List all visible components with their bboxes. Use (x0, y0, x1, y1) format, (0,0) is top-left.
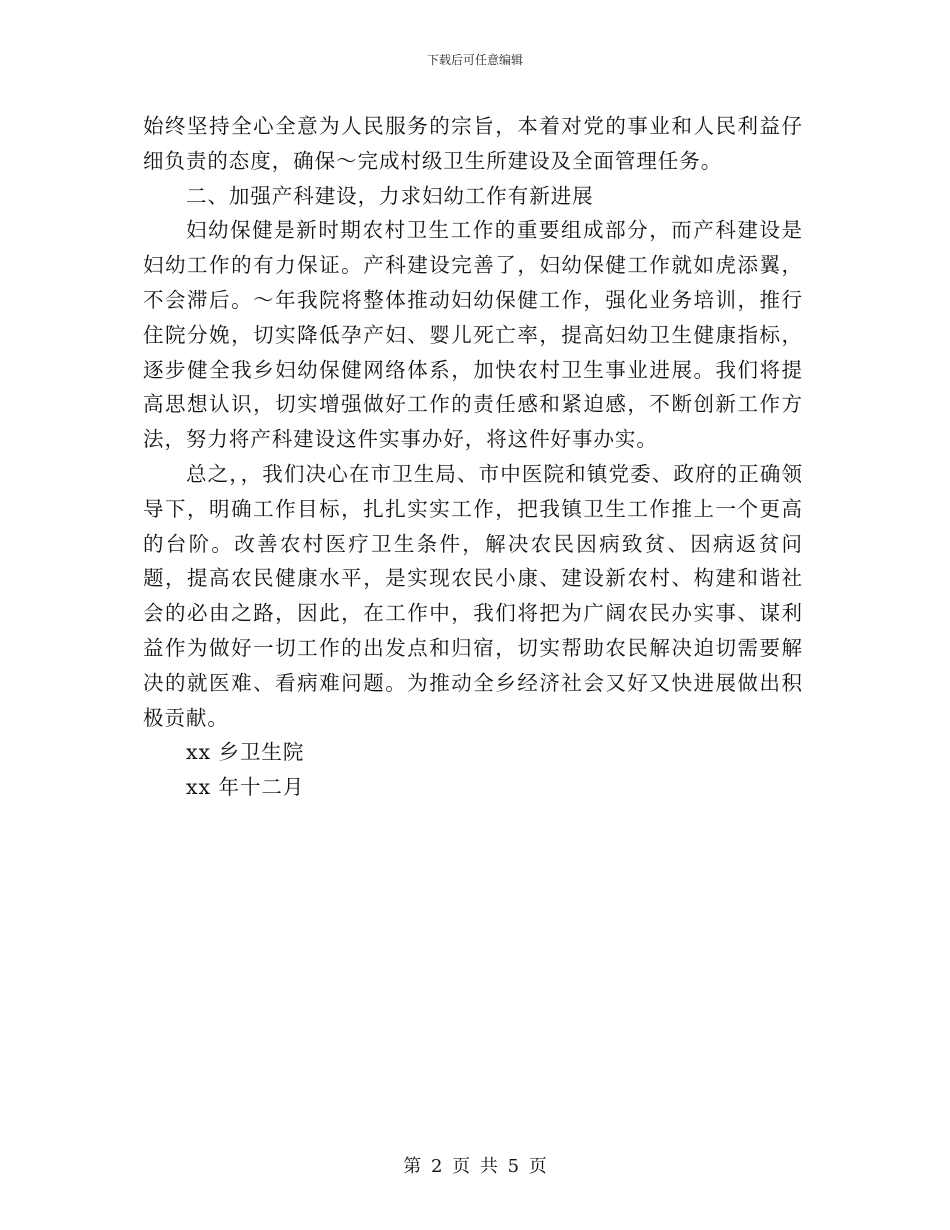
signature-date: xx 年十二月 (186, 775, 305, 800)
paragraph-continuation: 始终坚持全心全意为人民服务的宗旨，本着对党的事业和人民利益仔细负责的态度，确保～完成村级卫生所建设及全面管理任务。 (143, 114, 803, 173)
paragraph-maternal-child-health: 妇幼保健是新时期农村卫生工作的重要组成部分，而产科建设是妇幼工作的有力保证。产科建设完善了，妇幼保健工作就如虎添翼，不会滞后。～年我院将整体推动妇幼保健工作，强化业务培训，推行住院分娩，切实降低孕产妇、婴儿死亡率，提高妇幼卫生健康指标，逐步健全我乡妇幼保健网络体系，加快农村卫生事业进展。我们将提高思想认识，切实增强做好工作的责任感和紧迫感，不断创新工作方法，努力将产科建设这件实事办好，将这件好事办实。 (143, 218, 803, 452)
page-number-footer: 第 2 页 共 5 页 (403, 1156, 547, 1177)
document-body (143, 109, 803, 805)
page-header: 下载后可任意编辑 (426, 53, 523, 67)
paragraph-conclusion: 总之，，我们决心在市卫生局、市中医院和镇党委、政府的正确领导下，明确工作目标，扎扎实实工作，把我镇卫生工作推上一个更高的台阶。改善农村医疗卫生条件，解决农民因病致贫、因病返贫问题，提高农民健康水平，是实现农民小康、建设新农村、构建和谐社会的必由之路，因此，在工作中，我们将把为广阔农民办实事、谋利益作为做好一切工作的出发点和归宿，切实帮助农民解决迫切需要解决的就医难、看病难问题。为推动全乡经济社会又好又快进展做出积极贡献。 (143, 461, 803, 730)
section-heading: 二、加强产科建设，力求妇幼工作有新进展 (186, 183, 594, 208)
signature-organization: xx 乡卫生院 (186, 740, 305, 765)
